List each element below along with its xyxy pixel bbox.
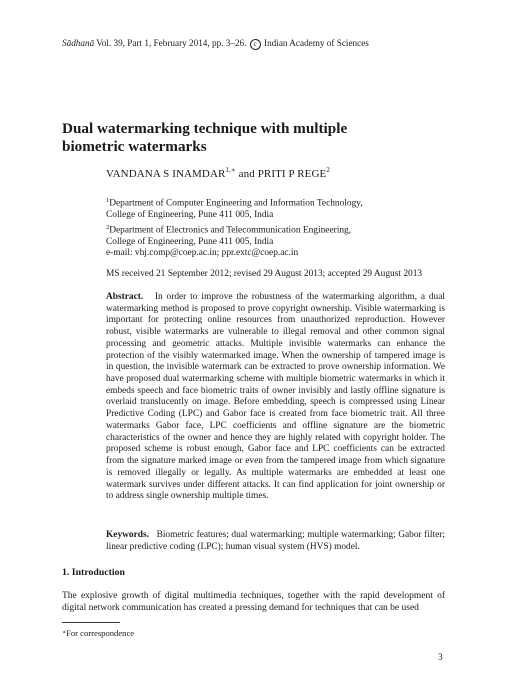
page-number: 3 (438, 652, 443, 662)
author-2: PRITI P REGE (257, 168, 327, 180)
author-conjunction: and (238, 168, 255, 180)
affiliations (106, 195, 363, 260)
paper-title: Dual watermarking technique with multiple biometric watermarks (62, 120, 348, 155)
volume-info: Vol. 39, Part 1, February 2014, pp. 3–26. (96, 38, 247, 48)
author-list (106, 166, 330, 180)
footnote (62, 628, 134, 638)
copyright-icon: c (250, 39, 261, 50)
affiliation-2-marker: 2 (106, 223, 110, 231)
affiliation-1-marker: 1 (106, 197, 110, 204)
affiliation-1-address: College of Engineering, Pune 411 005, India (106, 210, 274, 220)
author-1: VANDANA S INAMDAR (106, 168, 226, 180)
email-line: e-mail: vhj.comp@coep.ac.in; ppr.extc@coep.ac.in (106, 248, 299, 258)
abstract-text: In order to improve the robustness of the watermarking algorithm, a dual watermarking method is proposed to prove copyright ownership. Visible watermarking is important for protecting online resources from unauthorized reproduction. However robust, visible watermarks are vulnerable to illegal removal and other common signal processing and geometric attacks. Multiple invisible watermarks can enhance the protection of the visibly watermarked image. When the ownership of tampered image is in question, the invisible watermark can be extracted to prove ownership information. We have proposed dual watermarking scheme with multiple biometric watermarks in which it embeds speech and face biometric traits of owner invisibly and lastly offline signature is overlaid translucently on image. Before embedding, speech is compressed using Linear Predictive Coding (LPC) and Gabor face is created from face biometric trait. All three watermarks Gabor face, LPC coefficients and offline signature are the biometric characteristics of the owner and hence they are highly related with copyright holder. The proposed scheme is robust enough, Gabor face and LPC coefficients can be extracted from the signature marked image or even from the tampered image from which signature is removed illegally or legally. As multiple watermarks are embedded at least one watermark survives under different attacks. It can find application for joint ownership or to address single ownership multiple times. (106, 292, 445, 502)
abstract-label: Abstract. (106, 292, 144, 302)
author-2-marker: 2 (326, 166, 330, 174)
received-dates: MS received 21 September 2012; revised 29 August 2013; accepted 29 August 2013 (106, 269, 423, 279)
footnote-rule (62, 622, 120, 623)
footnote-text: For correspondence (66, 628, 135, 638)
journal-name: Sādhanā (62, 38, 95, 48)
abstract (106, 292, 445, 503)
affiliation-1: $^1$Department of Computer Engineering and Information Technology, (106, 197, 363, 209)
body-paragraph: The explosive growth of digital multimedia techniques, together with the rapid development of digital network communication has created a pressing demand for techniques that can be used (62, 591, 445, 613)
keywords-text: Biometric features; dual watermarking; multiple watermarking; Gabor filter; linear predictive coding (LPC); human visual system (HVS) model. (106, 530, 445, 552)
footnote-marker: ∗ (62, 630, 67, 636)
author-1-marker: 1,∗ (225, 166, 236, 174)
affiliation-2: $^2$Department of Electronics and Telecommunication Engineering, (106, 223, 352, 235)
publisher: Indian Academy of Sciences (264, 38, 369, 48)
keywords-label: Keywords. (106, 530, 149, 540)
keywords (106, 530, 445, 553)
running-header (62, 38, 369, 50)
affiliation-2-address: College of Engineering, Pune 411 005, India (106, 236, 274, 247)
section-heading: 1. Introduction (62, 567, 125, 578)
